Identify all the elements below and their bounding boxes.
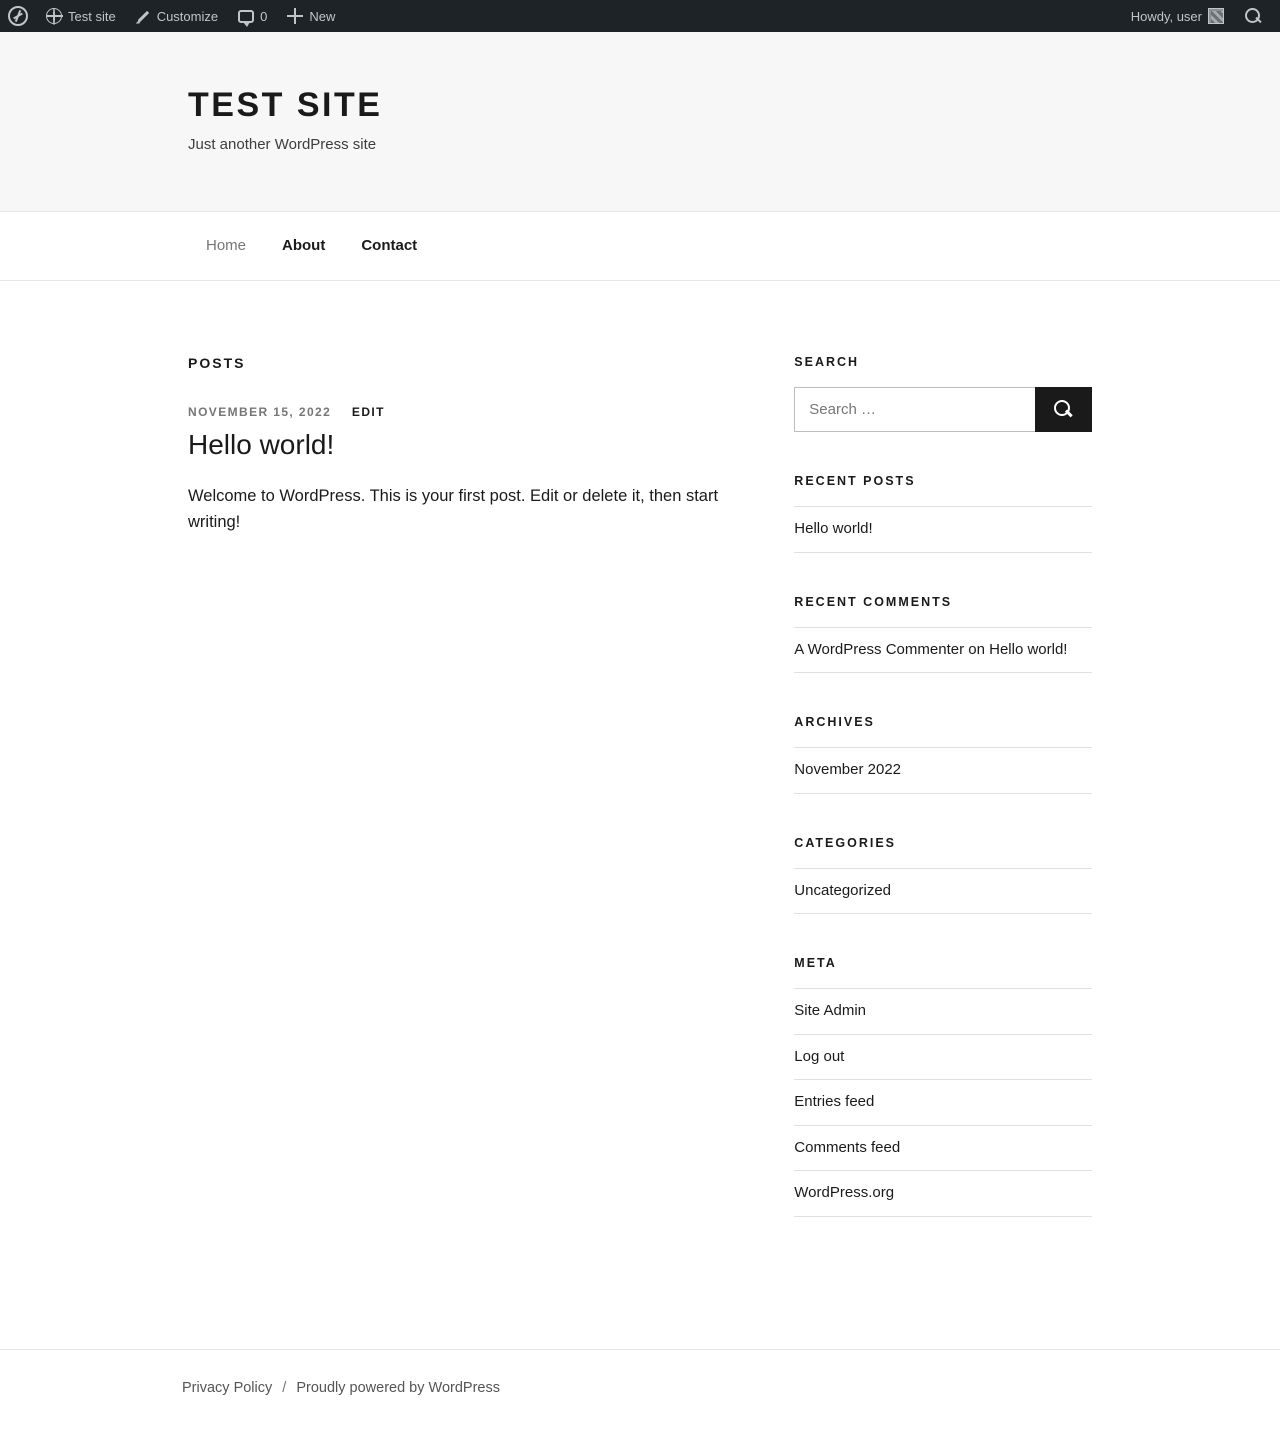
archives-list — [794, 747, 1092, 794]
list-item — [794, 506, 1092, 553]
archive-link[interactable]: November 2022 — [794, 761, 902, 779]
post-excerpt: Welcome to WordPress. This is your first post. Edit or delete it, then start writing! — [188, 487, 719, 531]
comment-bubble-icon — [238, 10, 254, 23]
search-icon — [1244, 7, 1262, 25]
admin-bar-customize[interactable] — [126, 0, 228, 32]
post-article — [188, 405, 719, 535]
search-icon — [1054, 400, 1073, 419]
meta-list — [794, 988, 1092, 1217]
site-title-text: TEST SITE — [188, 86, 383, 124]
footer-separator: / — [282, 1379, 287, 1396]
meta-link-wordpress-org[interactable]: WordPress.org — [794, 1184, 895, 1202]
list-item — [794, 1126, 1092, 1172]
widget-search-title: SEARCH — [794, 355, 860, 370]
meta-link-comments-feed[interactable]: Comments feed — [794, 1138, 901, 1156]
nav-item-contact[interactable]: Contact — [361, 237, 418, 255]
search-input[interactable] — [794, 387, 1035, 432]
admin-bar-comments[interactable] — [228, 0, 277, 32]
site-footer — [0, 1349, 1280, 1428]
pencil-icon — [136, 9, 151, 24]
nav-item-about[interactable]: About — [282, 237, 326, 255]
meta-link-entries-feed[interactable]: Entries feed — [794, 1093, 875, 1111]
category-link[interactable]: Uncategorized — [794, 881, 892, 899]
categories-list — [794, 868, 1092, 915]
list-item — [794, 1035, 1092, 1081]
wordpress-credit-link[interactable]: Proudly powered by WordPress — [296, 1379, 500, 1396]
wp-logo-menu[interactable] — [0, 0, 36, 32]
admin-bar-customize-label: Customize — [156, 8, 219, 24]
admin-bar-right — [1121, 0, 1272, 32]
site-tagline: Just another WordPress site — [188, 136, 377, 154]
list-item — [794, 988, 1092, 1035]
posts-heading: POSTS — [188, 355, 246, 372]
post-meta — [188, 405, 719, 419]
post-title-link[interactable]: Hello world! — [188, 429, 335, 461]
nav-item-home[interactable]: Home — [206, 237, 247, 255]
widget-archives — [794, 715, 1092, 794]
admin-bar-new[interactable] — [277, 0, 345, 32]
admin-bar-site-name-label: Test site — [68, 8, 116, 24]
comment-author-link[interactable]: A WordPress Commenter — [794, 640, 965, 658]
content-region — [0, 281, 1280, 1349]
site-globe-icon — [46, 8, 62, 24]
sidebar — [794, 355, 1092, 1259]
admin-bar-site-name[interactable] — [36, 0, 126, 32]
widget-recent-comments-title: RECENT COMMENTS — [794, 594, 953, 609]
comment-on-label: on — [968, 640, 985, 658]
wordpress-logo-icon — [8, 6, 28, 26]
meta-link-log-out[interactable]: Log out — [794, 1047, 845, 1065]
widget-archives-title: ARCHIVES — [794, 715, 875, 730]
widget-recent-posts-title: RECENT POSTS — [794, 474, 916, 489]
primary-content — [188, 355, 719, 1259]
footer-content — [0, 1380, 1280, 1396]
site-header-region — [0, 32, 1280, 212]
list-item — [794, 747, 1092, 794]
post-date-link[interactable]: NOVEMBER 15, 2022 — [188, 405, 332, 420]
post-content — [188, 484, 719, 535]
navigation-region — [0, 212, 1280, 281]
comment-post-link[interactable]: Hello world! — [989, 640, 1068, 658]
post-edit-link[interactable]: EDIT — [351, 405, 385, 420]
user-avatar — [1208, 8, 1224, 24]
admin-bar-search-button[interactable] — [1234, 0, 1272, 32]
admin-bar-left — [0, 0, 345, 32]
recent-post-link[interactable]: Hello world! — [794, 520, 873, 538]
privacy-policy-link[interactable]: Privacy Policy — [182, 1379, 273, 1396]
search-form — [794, 387, 1092, 432]
admin-bar-new-label: New — [309, 8, 336, 24]
page-title[interactable] — [188, 87, 1092, 124]
widget-meta-title: META — [794, 956, 837, 971]
widget-categories — [794, 836, 1092, 915]
widget-meta — [794, 956, 1092, 1217]
post-title — [188, 427, 719, 462]
site-header — [188, 32, 1092, 211]
widget-categories-title: CATEGORIES — [794, 835, 897, 850]
admin-bar-howdy-label: Howdy, user — [1130, 8, 1202, 24]
admin-bar — [0, 0, 1280, 32]
widget-recent-comments — [794, 595, 1092, 674]
recent-posts-list — [794, 506, 1092, 553]
search-submit-button[interactable] — [1035, 387, 1092, 432]
admin-bar-comments-count: 0 — [260, 8, 268, 24]
list-item — [794, 1080, 1092, 1126]
widget-search — [794, 355, 1092, 432]
meta-link-site-admin[interactable]: Site Admin — [794, 1002, 867, 1020]
plus-icon — [287, 8, 303, 24]
recent-comments-list — [794, 627, 1092, 674]
admin-bar-my-account[interactable] — [1121, 0, 1234, 32]
widget-recent-posts — [794, 474, 1092, 553]
list-item — [794, 868, 1092, 915]
list-item — [794, 1171, 1092, 1217]
main-navigation — [188, 212, 1092, 280]
list-item — [794, 627, 1092, 674]
